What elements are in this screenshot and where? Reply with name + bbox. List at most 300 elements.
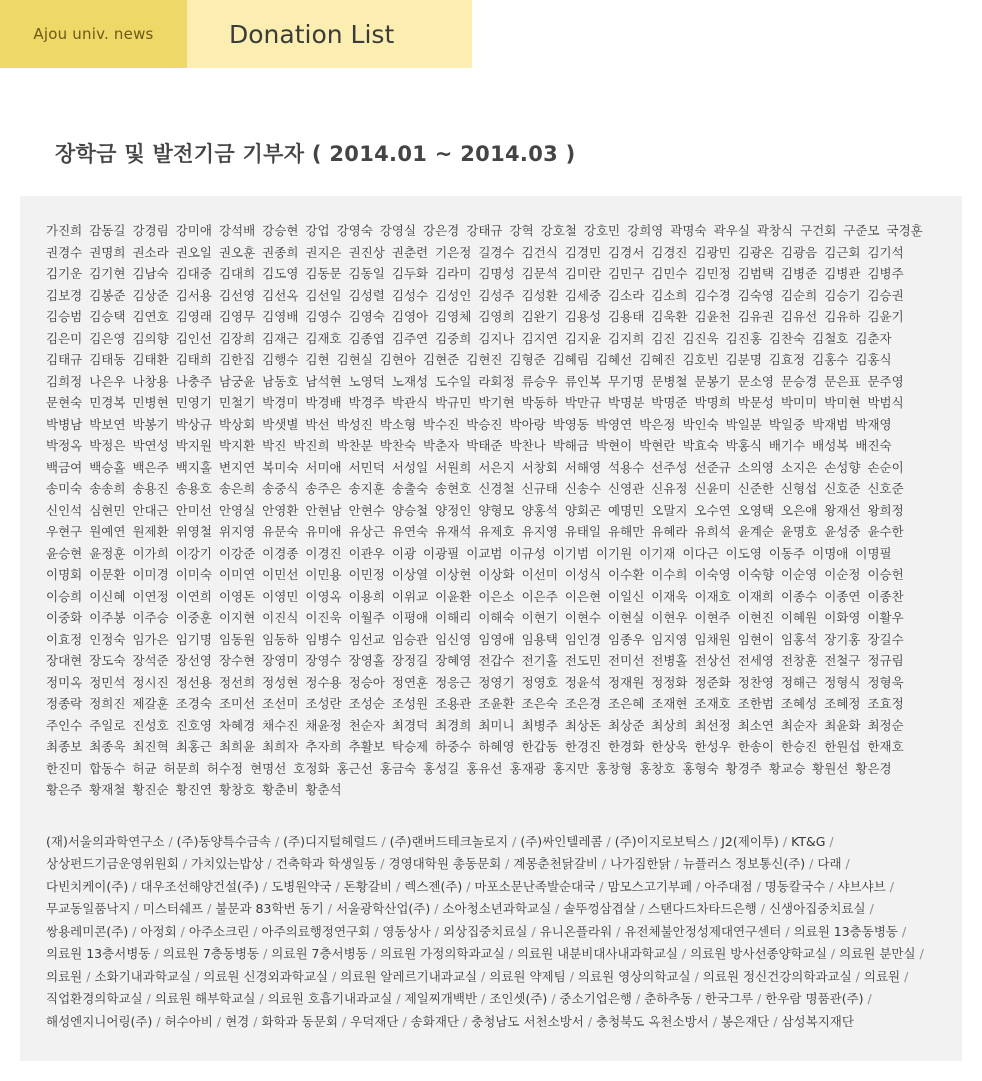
donor-name: 이경종: [262, 545, 299, 561]
donor-name: 신규태: [521, 481, 558, 496]
donor-name: 정종락: [46, 696, 83, 711]
org-separator: /: [869, 901, 874, 916]
donor-name: 조효정: [867, 696, 904, 711]
donor-name: 강업: [305, 223, 330, 238]
donor-name: 차혜경: [218, 717, 256, 733]
donor-name: 이진욱: [305, 610, 342, 625]
org-separator: /: [531, 923, 536, 939]
donor-name: 박명준: [651, 395, 688, 410]
donor-name: 김지연: [521, 330, 558, 346]
donor-name: 현명선: [250, 760, 287, 776]
donor-name: 김영수: [305, 309, 342, 324]
donor-name: 임채원: [694, 631, 731, 647]
donor-name: 이기재: [639, 545, 676, 561]
org-separator: /: [327, 901, 332, 916]
donor-name: 김은영: [89, 330, 126, 346]
org-separator: /: [481, 991, 486, 1006]
donor-name: 임지영: [651, 631, 688, 647]
donor-name: 손순이: [867, 459, 904, 475]
donor-name: 강석배: [218, 223, 256, 238]
donor-organization: 불문과 83학번 동기: [215, 901, 324, 916]
donor-organization: 의료원 7층동병동: [162, 946, 260, 961]
donor-name: 강경림: [132, 223, 169, 238]
donor-name: 김태환: [132, 352, 169, 367]
donor-name: 김성인: [435, 287, 472, 303]
donor-name: 이현우: [651, 610, 688, 625]
donor-name: 김태동: [89, 352, 126, 367]
donor-name: 김분명: [725, 352, 762, 367]
donor-organization: 돈황갈비: [343, 878, 393, 894]
donor-name: 원예연: [89, 524, 126, 539]
donor-name: 송중식: [262, 481, 299, 496]
donor-name: 임기명: [175, 631, 212, 647]
site-brand[interactable]: Ajou univ. news: [0, 0, 187, 68]
org-separator: /: [168, 833, 173, 849]
donor-name: 조은경: [564, 696, 602, 711]
donor-organization: 삼성복지재단: [781, 1013, 854, 1029]
donor-organization: 가치있는밥상: [191, 856, 264, 871]
donor-name: 예명민: [608, 502, 645, 518]
donor-name: 임인경: [564, 631, 602, 647]
donor-name: 임병수: [305, 631, 342, 647]
donor-name: 박보연: [89, 416, 126, 432]
donor-name: 유지영: [521, 524, 558, 539]
donor-name: 김윤천: [694, 309, 731, 324]
donor-name: 문소영: [737, 373, 774, 389]
donor-name: 김지희: [608, 330, 645, 346]
donor-name: 김순희: [780, 287, 818, 303]
donor-name: 감동길: [89, 223, 126, 238]
donor-name: 박효숙: [682, 438, 719, 453]
donor-name: 정민석: [89, 674, 126, 690]
org-separator: /: [86, 968, 91, 984]
donor-name: 임종우: [608, 631, 645, 647]
donor-name: 신형섭: [780, 481, 818, 496]
donor-name: 김철호: [812, 330, 849, 346]
org-separator: /: [154, 946, 159, 961]
donor-name: 김진홍: [725, 330, 762, 346]
donor-organization: 뉴플러스 정보통신(주): [682, 856, 806, 871]
donor-name: 이승희: [46, 588, 83, 604]
donor-name: 최희윤: [218, 739, 256, 754]
donor-name: 박일중: [768, 416, 806, 432]
donor-name: 임영애: [478, 631, 515, 647]
donor-name: 서미애: [305, 459, 342, 475]
donor-name: 강호철: [540, 223, 577, 238]
donor-name: 권명희: [89, 244, 126, 260]
org-separator: /: [845, 856, 850, 871]
donor-name: 천순자: [348, 717, 385, 733]
donor-name: 양정인: [435, 502, 472, 518]
donor-name: 이해리: [435, 610, 472, 625]
donor-name: 권소라: [132, 244, 169, 260]
donor-organization: 아주소크린: [188, 923, 250, 939]
donor-name: 민병현: [132, 395, 169, 410]
donor-name: 정수용: [305, 674, 342, 690]
donor-name: 문은표: [824, 373, 861, 389]
org-separator: /: [259, 991, 264, 1006]
org-separator: /: [785, 923, 790, 939]
donor-name: 장기홍: [824, 631, 861, 647]
org-separator: /: [901, 923, 907, 939]
donor-name: 오말지: [651, 502, 688, 518]
donor-name: 김유하: [824, 309, 861, 324]
donor-name: 김재호: [305, 330, 342, 346]
donor-organization: 화학과 동문회: [261, 1013, 338, 1029]
donor-name: 전도민: [564, 653, 602, 668]
donor-name: 김의향: [132, 330, 169, 346]
donor-name: 한성우: [694, 739, 731, 754]
page-header: [0, 0, 982, 68]
donor-name: 최상돈: [564, 717, 602, 733]
donor-name: 채윤정: [305, 717, 342, 733]
donor-name: 김홍수: [812, 352, 849, 367]
donor-name: 송은희: [218, 481, 256, 496]
donor-name: 조혜정: [824, 696, 861, 711]
donor-name: 윤정훈: [89, 545, 126, 561]
donor-name: 전철구: [824, 653, 861, 668]
donor-organization: 의료원 호흡기내과교실: [267, 991, 393, 1006]
donor-name: 김병주: [867, 266, 904, 281]
donor-organization: 나가짐한닭: [610, 856, 671, 871]
donor-name: 김혜진: [639, 352, 676, 367]
donor-name: 강호민: [583, 223, 621, 238]
donor-name: 박만규: [564, 395, 602, 410]
donor-name: 박일분: [725, 416, 762, 432]
donor-organization: 충청남도 서천소방서: [471, 1013, 584, 1029]
org-separator: /: [396, 991, 401, 1006]
donor-name: 이연희: [175, 588, 212, 604]
donor-name: 추자희: [305, 739, 342, 754]
donor-name: 김선옥: [262, 287, 299, 303]
donor-name: 박은정: [639, 416, 676, 432]
org-separator: /: [195, 968, 200, 984]
donor-name: 이일신: [608, 588, 645, 604]
donor-name: 박찬나: [509, 438, 546, 453]
donor-name: 박경주: [348, 395, 385, 410]
donor-name: 조경숙: [175, 696, 212, 711]
donor-name: 김장희: [218, 330, 256, 346]
donor-name: 허문희: [163, 760, 200, 776]
donor-name: 김용태: [608, 309, 645, 324]
donor-name: 이미경: [132, 567, 169, 582]
donor-name: 박태준: [466, 438, 503, 453]
donor-organization: J2(제이투): [721, 833, 779, 849]
donor-organization: 맘모스고기부페: [607, 878, 693, 894]
donor-name: 유희석: [694, 524, 731, 539]
donor-name: 이숙향: [737, 567, 774, 582]
donor-name: 최정순: [867, 717, 904, 733]
donor-name: 서원희: [435, 459, 472, 475]
org-separator: /: [601, 856, 607, 871]
donor-name: 김남숙: [132, 266, 169, 281]
donor-name: 김유선: [780, 309, 818, 324]
donor-name: 호정화: [293, 760, 330, 776]
donor-name: 이주승: [132, 610, 169, 625]
donor-name: 김성환: [521, 287, 558, 303]
donor-name: 한송이: [737, 739, 774, 754]
donor-name: 탁승제: [391, 739, 429, 754]
org-separator: /: [696, 878, 701, 894]
donor-name: 남석현: [305, 373, 342, 389]
donor-name: 박관식: [391, 395, 429, 410]
donor-name: 김용성: [564, 309, 602, 324]
donor-name: 황춘석: [305, 782, 342, 797]
donor-name: 이해숙: [478, 610, 515, 625]
donor-organization: 도병원약국: [271, 878, 332, 894]
donor-name: 권진상: [348, 244, 385, 260]
donor-name: 이기범: [552, 545, 589, 561]
org-separator: /: [587, 1013, 593, 1029]
donor-name: 김지윤: [564, 330, 602, 346]
donor-name: 김현: [305, 352, 330, 367]
donor-name: 백승홀: [89, 459, 126, 475]
donor-name: 황경주: [725, 760, 762, 776]
donor-name: 박인숙: [682, 416, 719, 432]
donor-name: 박문성: [737, 395, 774, 410]
donor-organization: KT&G: [791, 833, 826, 849]
tab-donation-list[interactable]: Donation List: [187, 0, 472, 68]
org-separator: /: [696, 991, 701, 1006]
donor-organization: 한국그루: [704, 991, 754, 1006]
donor-organization: 마포소문난족발순대국: [474, 878, 596, 894]
donor-name: 김진욱: [682, 330, 719, 346]
donor-name: 박현란: [639, 438, 676, 453]
donor-name: 김성수: [391, 287, 429, 303]
org-separator: /: [132, 923, 137, 939]
donor-organization: 송화재단: [410, 1013, 459, 1029]
donor-name: 김재근: [262, 330, 299, 346]
org-separator: /: [756, 878, 761, 894]
org-separator: /: [156, 1013, 161, 1029]
donor-name: 송지훈: [348, 481, 385, 496]
org-separator: /: [180, 923, 185, 939]
donor-name: 황은경: [855, 760, 892, 776]
donor-name: 이명회: [46, 567, 83, 582]
donor-organization: 쌍용레미콘(주): [46, 923, 129, 939]
donor-name: 김문석: [521, 266, 558, 281]
donor-name: 전갑수: [478, 653, 515, 668]
donor-name: 김경민: [564, 244, 602, 260]
donor-name: 정규림: [867, 653, 904, 668]
donor-name: 제갈훈: [132, 696, 169, 711]
donor-name: 박영연: [595, 416, 633, 432]
donor-organization: 현경: [225, 1013, 250, 1029]
donor-name: 황원선: [812, 760, 849, 776]
donor-name: 홍재광: [509, 760, 546, 776]
donor-organization: 허수아비: [164, 1013, 213, 1029]
donor-name: 김혜림: [552, 352, 589, 367]
donor-name: 김연호: [132, 309, 169, 324]
donor-name: 김효정: [768, 352, 806, 367]
donor-name: 변지연: [218, 459, 256, 475]
donor-name: 김영체: [435, 309, 472, 324]
donor-name: 최선정: [694, 717, 731, 733]
org-separator: /: [904, 968, 909, 984]
donor-name: 박규민: [435, 395, 472, 410]
org-separator: /: [262, 878, 268, 894]
donor-name: 김선일: [305, 287, 342, 303]
donor-name: 장혜영: [435, 653, 472, 668]
donor-name: 신호준: [867, 481, 904, 496]
donor-organization: 유니온플라워: [539, 923, 613, 939]
donor-name: 장영홀: [348, 653, 385, 668]
donor-name: 최종욱: [89, 739, 126, 754]
donor-name: 임가은: [132, 631, 169, 647]
donor-name: 박정은: [89, 438, 126, 453]
org-separator: /: [381, 833, 386, 849]
donor-name: 박병남: [46, 416, 83, 432]
donor-name: 김보경: [46, 287, 83, 303]
donor-name: 장영미: [262, 653, 299, 668]
donor-name: 윤수한: [867, 524, 904, 539]
donor-organization: 아정회: [140, 923, 177, 939]
donor-name: 박경미: [262, 395, 299, 410]
donor-name: 김도영: [262, 266, 299, 281]
donor-name: 박정옥: [46, 438, 83, 453]
donor-name: 류인복: [564, 373, 602, 389]
donor-name: 최상희: [651, 717, 688, 733]
donor-name: 정선희: [218, 674, 256, 690]
donor-name: 안현수: [348, 502, 385, 518]
org-separator: /: [263, 946, 268, 961]
donor-name: 김미란: [564, 266, 602, 281]
donor-name: 박성진: [336, 416, 373, 432]
donor-name: 전병홀: [651, 653, 688, 668]
donor-name: 이교범: [466, 545, 503, 561]
donor-organization: 아주의료행정연구회: [261, 923, 371, 939]
donor-name: 신영관: [608, 481, 645, 496]
donor-name: 이재욱: [651, 588, 688, 604]
donor-name: 이화영: [824, 610, 861, 625]
donor-name: 신호준: [824, 481, 861, 496]
donor-organization: 서울광학산업(주): [335, 901, 431, 916]
donor-name: 김욱환: [651, 309, 688, 324]
donor-organization: 대우조선해양건설(주): [140, 878, 259, 894]
donor-name: 황은주: [46, 782, 83, 797]
donor-organization: 다래: [817, 856, 842, 871]
org-separator: /: [182, 856, 188, 871]
donor-organization: 우덕재단: [350, 1013, 399, 1029]
donor-name: 홍창호: [639, 760, 676, 776]
org-separator: /: [919, 946, 924, 961]
donor-name: 강영실: [379, 223, 417, 238]
org-separator: /: [713, 833, 718, 849]
org-separator: /: [867, 991, 872, 1006]
org-separator: /: [402, 1013, 407, 1029]
donor-name: 김라미: [435, 266, 472, 281]
donor-organization: 미스터쉐프: [142, 901, 204, 916]
donor-name: 최미니: [478, 717, 515, 733]
donor-name: 가진희: [46, 223, 83, 238]
donor-name: 이종찬: [867, 588, 904, 604]
donor-name: 송용호: [175, 481, 212, 496]
donor-name: 박봉기: [132, 416, 169, 432]
donor-name: 서해영: [564, 459, 602, 475]
donor-name: 김건식: [521, 244, 558, 260]
donor-name: 정재원: [608, 674, 645, 690]
donor-name: 한경진: [564, 739, 602, 754]
donor-name: 이명필: [855, 545, 892, 561]
donor-name: 장석준: [132, 653, 169, 668]
donor-name: 김영래: [175, 309, 212, 324]
donor-name: 신준한: [737, 481, 774, 496]
donor-name: 권경수: [46, 244, 83, 260]
donor-organization: 렉스젠(주): [404, 878, 463, 894]
donor-name: 김영아: [391, 309, 429, 324]
donor-name: 김기현: [89, 266, 126, 281]
donor-name: 임신영: [435, 631, 472, 647]
org-separator: /: [889, 878, 894, 894]
donor-name: 유미애: [305, 524, 342, 539]
donor-name: 송용진: [132, 481, 169, 496]
donor-name: 임홍석: [780, 631, 818, 647]
donor-name: 김명성: [478, 266, 515, 281]
donor-name: 김행수: [262, 352, 299, 367]
donor-name: 채수진: [262, 717, 299, 733]
org-separator: /: [132, 878, 137, 894]
donor-name: 권종희: [262, 244, 299, 260]
donor-name: 주인수: [46, 717, 83, 733]
org-separator: /: [371, 946, 376, 961]
donor-organization: 샤브샤브: [837, 878, 886, 894]
donor-name: 이순영: [780, 567, 818, 582]
donor-name: 전창훈: [780, 653, 818, 668]
donor-name: 김동일: [348, 266, 385, 281]
donor-organization: 외상집중치료실: [442, 923, 528, 939]
donor-name: 박연성: [132, 438, 169, 453]
donor-name: 이효정: [46, 631, 83, 647]
donor-name: 박명분: [608, 395, 645, 410]
donor-panel: [20, 196, 962, 1061]
donor-name: 임용택: [521, 631, 558, 647]
donor-name: 윤명호: [780, 524, 818, 539]
donor-name: 안대근: [132, 502, 169, 518]
donor-name: 최진혁: [132, 739, 169, 754]
donor-name: 이문환: [89, 567, 126, 582]
org-separator: /: [434, 901, 439, 916]
donor-name: 김범택: [737, 266, 774, 281]
donor-name: 장영수: [305, 653, 342, 668]
donor-name: 남궁윤: [218, 373, 256, 389]
donor-name: 박찬숙: [379, 438, 417, 453]
donor-name: 문현숙: [46, 395, 83, 410]
donor-name: 정선용: [175, 674, 212, 690]
donor-name: 박홍식: [725, 438, 762, 453]
donor-name: 장정길: [391, 653, 429, 668]
donor-name: 김숙영: [737, 287, 774, 303]
donor-name: 이진식: [262, 610, 299, 625]
donor-name: 한원섭: [824, 739, 861, 754]
donor-name: 박명희: [694, 395, 731, 410]
donor-name: 김승기: [824, 287, 861, 303]
donor-name: 이혜원: [780, 610, 818, 625]
donor-name: 김대희: [218, 266, 256, 281]
donor-name: 장수현: [218, 653, 256, 668]
donor-name: 김봉준: [89, 287, 126, 303]
donor-name: 김광온: [737, 244, 774, 260]
donor-name: 조성원: [391, 696, 429, 711]
donor-name: 박지원: [175, 438, 212, 453]
donor-name: 김소라: [608, 287, 645, 303]
donor-name: 김현실: [336, 352, 373, 367]
donor-name: 정영호: [521, 674, 558, 690]
donor-name: 이수환: [608, 567, 645, 582]
donor-name: 유태일: [564, 524, 602, 539]
donor-name: 홍유선: [466, 760, 503, 776]
donor-name: 김승권: [867, 287, 904, 303]
donor-name: 김현진: [466, 352, 503, 367]
